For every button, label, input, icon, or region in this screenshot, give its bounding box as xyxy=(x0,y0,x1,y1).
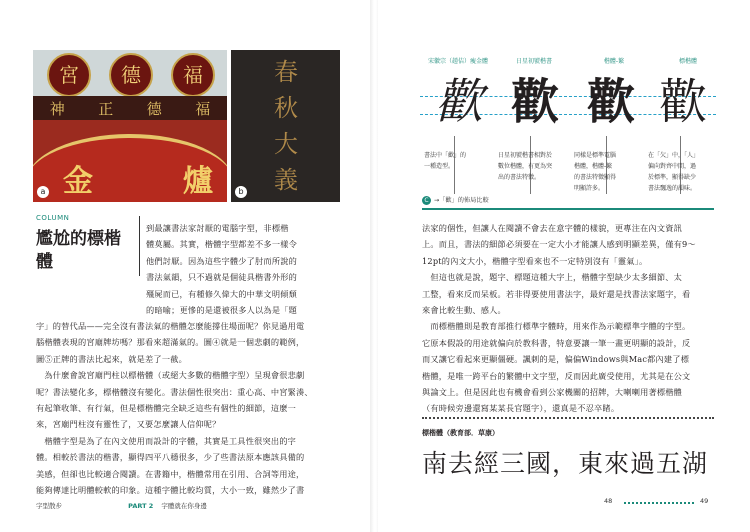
part-title: 字體就在你身邊 xyxy=(161,502,207,510)
pillar-char: 義 xyxy=(274,166,298,194)
glyph-slender-gold: 歡 xyxy=(434,74,483,130)
page-number-left: 48 xyxy=(604,497,613,505)
caption-line: 一種造型。 xyxy=(424,163,455,170)
caption-line: 同樣是標準電腦 xyxy=(574,152,617,159)
text-line: 楷體，是唯一跨平台的繁體中文字型，反而因此廣受使用，尤其是在公文 xyxy=(422,370,691,381)
text-line: 但這也就是說，題字、標題這種大字上，楷體字型缺少太多細節、太 xyxy=(422,272,683,283)
running-footer-left xyxy=(36,501,207,510)
text-line: 字」的替代品——完全沒有書法氣的楷體怎麼能撐住場面呢？你見過用電 xyxy=(36,321,305,331)
text-line: 而標楷體則是教育部推行標準字體時，用來作為示範標準字體的字型。 xyxy=(422,321,691,332)
board-char: 正 xyxy=(98,99,114,118)
text-line: 楷體字型是為了在內文使用而設計的字體，其實是工具性很突出的字 xyxy=(36,435,297,446)
sample-label: 標楷體（教育部．草康） xyxy=(422,429,499,437)
sample-text: 南去經三國，東來過五湖 xyxy=(422,449,709,478)
pillar-photo-b xyxy=(231,50,340,202)
dotted-divider xyxy=(422,417,714,419)
text-line: 能夠傳達比明體較軟的印象。這種字體比較均質，大小一致，雖然少了書 xyxy=(36,485,305,496)
text-line: 的暗喻；更慘的是還被很多人以為是「題 xyxy=(146,305,297,316)
caption-line: 明顯許多。 xyxy=(574,185,605,192)
caption-line: 的書法特徵顯得 xyxy=(574,174,617,181)
photo-a-badge: a xyxy=(37,186,49,198)
text-line: 他們討厭。因為這些字體少了肘而所說的 xyxy=(146,255,297,266)
text-line: 它原本假設的用途就偏向於教科書，特意要讓一筆一畫更明顯的設計，反 xyxy=(422,337,691,348)
text-line: 腦楷體表現的宮廟牌坊嗎？那看來超滿氣的。圖④就是一個悲劇的範例， xyxy=(36,337,305,348)
text-line: 來，宮廟門柱沒有靈性了，又要怎麼讓人信仰呢？ xyxy=(36,419,221,430)
column-tag: COLUMN xyxy=(36,214,70,222)
text-line: 來會比較生動、感人。 xyxy=(422,305,506,316)
caption-line: 書法中「歡」的 xyxy=(424,152,467,159)
caption-line: 楷體，楷體-繁 xyxy=(574,163,613,170)
lantern-disc: 德 xyxy=(109,53,153,97)
text-line: 與論文上。但是因此也有機會看到公家機關的招牌，大喇喇用著標楷體 xyxy=(422,387,683,398)
figure-caption-text: →「歡」的佈局比較 xyxy=(434,197,489,204)
temple-board xyxy=(33,96,227,120)
pillar-calligraphy xyxy=(261,54,311,198)
photo-b-badge: b xyxy=(235,186,247,198)
glyph-header: 宋徽宗（趙佶）瘦金體 xyxy=(427,58,488,65)
glyph-kai-traditional: 歡 xyxy=(586,74,635,130)
column-divider xyxy=(139,216,140,276)
paragraph-body-left xyxy=(36,318,342,498)
text-line: 圖⑤正牌的書法比起來，就是差了一截。 xyxy=(36,353,187,364)
figure-caption xyxy=(422,195,489,205)
text-line: 呢？書法變化多，標楷體沒有變化。書法個性很突出：重心高、中宮緊湊、 xyxy=(36,386,313,397)
caption-line: 偏向對齊中間，過 xyxy=(648,163,697,170)
text-line: 體。相較於書法的楷書，顯得四平八穩很多，少了些書法原本應該具備的 xyxy=(36,452,305,463)
part-label: PART 2 xyxy=(128,502,154,510)
left-page xyxy=(0,0,372,532)
lantern-disc: 福 xyxy=(171,53,215,97)
glyph-header: 楷體-繁 xyxy=(603,58,625,65)
caption-line: 書法飄逸的韻味。 xyxy=(648,185,697,192)
board-char: 德 xyxy=(146,99,162,118)
temple-photo-a xyxy=(33,50,227,202)
caption-line: 出的書法特徵。 xyxy=(498,174,541,181)
text-line: 到最讓書法家討厭的電腦字型，非標楷 xyxy=(146,223,289,233)
glyph-header: 標楷體 xyxy=(678,58,697,65)
paragraph-intro xyxy=(146,220,342,318)
page-number-right: 49 xyxy=(700,497,709,505)
text-line: 美感，但卻也比較適合閱讀。在書籍中，楷體常用在引用、合詞等用途， xyxy=(36,468,305,479)
caption-line: 在「欠」中，「人」 xyxy=(648,152,700,159)
glyph-caption xyxy=(648,150,714,194)
glyph-comparison xyxy=(420,70,716,136)
caption-line: 日星初號楷書相對於 xyxy=(498,152,553,159)
text-line: 上。而且，書法的細節必須要在一定大小才能讓人感到明顯差異，僅有9～ xyxy=(422,239,696,250)
text-line: 而又讓它看起來更顯僵硬。諷刺的是，偏偏Windows與Mac都內建了標 xyxy=(422,354,690,365)
pillar-char: 大 xyxy=(274,130,298,158)
text-line: 工整，看來反而呆板。若非得要使用書法字，最好還是找書法家題字，看 xyxy=(422,288,691,299)
text-line: 12pt的內文大小，楷體字型看來也不一定特別沒有「靈氣」。 xyxy=(422,255,648,266)
caption-line: 數位楷體，有更為突 xyxy=(498,163,553,170)
furnace-characters xyxy=(63,156,213,200)
text-line: 為什麼會說宮廟門柱以標楷體（或絕大多數的楷體字型）呈現會很悲劇 xyxy=(36,370,305,381)
glyph-caption xyxy=(498,150,568,183)
glyph-rixing: 歡 xyxy=(510,74,559,130)
glyph-header: 日星初號楷書 xyxy=(515,58,552,65)
book-title: 字型散步 xyxy=(36,502,62,510)
paragraph-body-right xyxy=(422,220,714,417)
lantern-disc: 宮 xyxy=(47,53,91,97)
big-char: 爐 xyxy=(183,164,213,199)
glyph-caption xyxy=(424,150,482,172)
text-line: 有起筆收筆、有行氣，但是標楷體完全缺乏這些有個性的細節，這麼一 xyxy=(36,403,297,414)
text-line: 體莫屬。其實，楷體字型都差不多一樣令 xyxy=(146,239,297,250)
figure-badge: C xyxy=(422,196,431,205)
text-line: 殭屍而已，有種修久偉大的中華文明傾頹 xyxy=(146,288,297,299)
column-title: 尷尬的標楷體 xyxy=(36,229,121,272)
board-char: 神 xyxy=(49,99,65,118)
pillar-char: 春 xyxy=(274,58,298,86)
caption-line: 於標準，顯得缺少 xyxy=(648,174,697,181)
board-char: 福 xyxy=(195,99,211,118)
text-line: 書法氣韻，只不過就是個徒具楷書外形的 xyxy=(146,272,297,283)
page-number-dots xyxy=(624,502,694,504)
big-char: 金 xyxy=(63,164,93,199)
glyph-standard-kai: 歡 xyxy=(658,74,707,130)
pillar-char: 秋 xyxy=(274,94,298,122)
glyph-caption xyxy=(574,150,632,194)
text-line: （有時候旁邊還寫某某長官題字），還真是不忍卒睹。 xyxy=(422,403,620,414)
text-line: 法家的個性，但讓人在閱讀不會去在意字體的樣貌，更專注在內文資訊 xyxy=(422,223,683,233)
section-rule xyxy=(422,208,714,210)
